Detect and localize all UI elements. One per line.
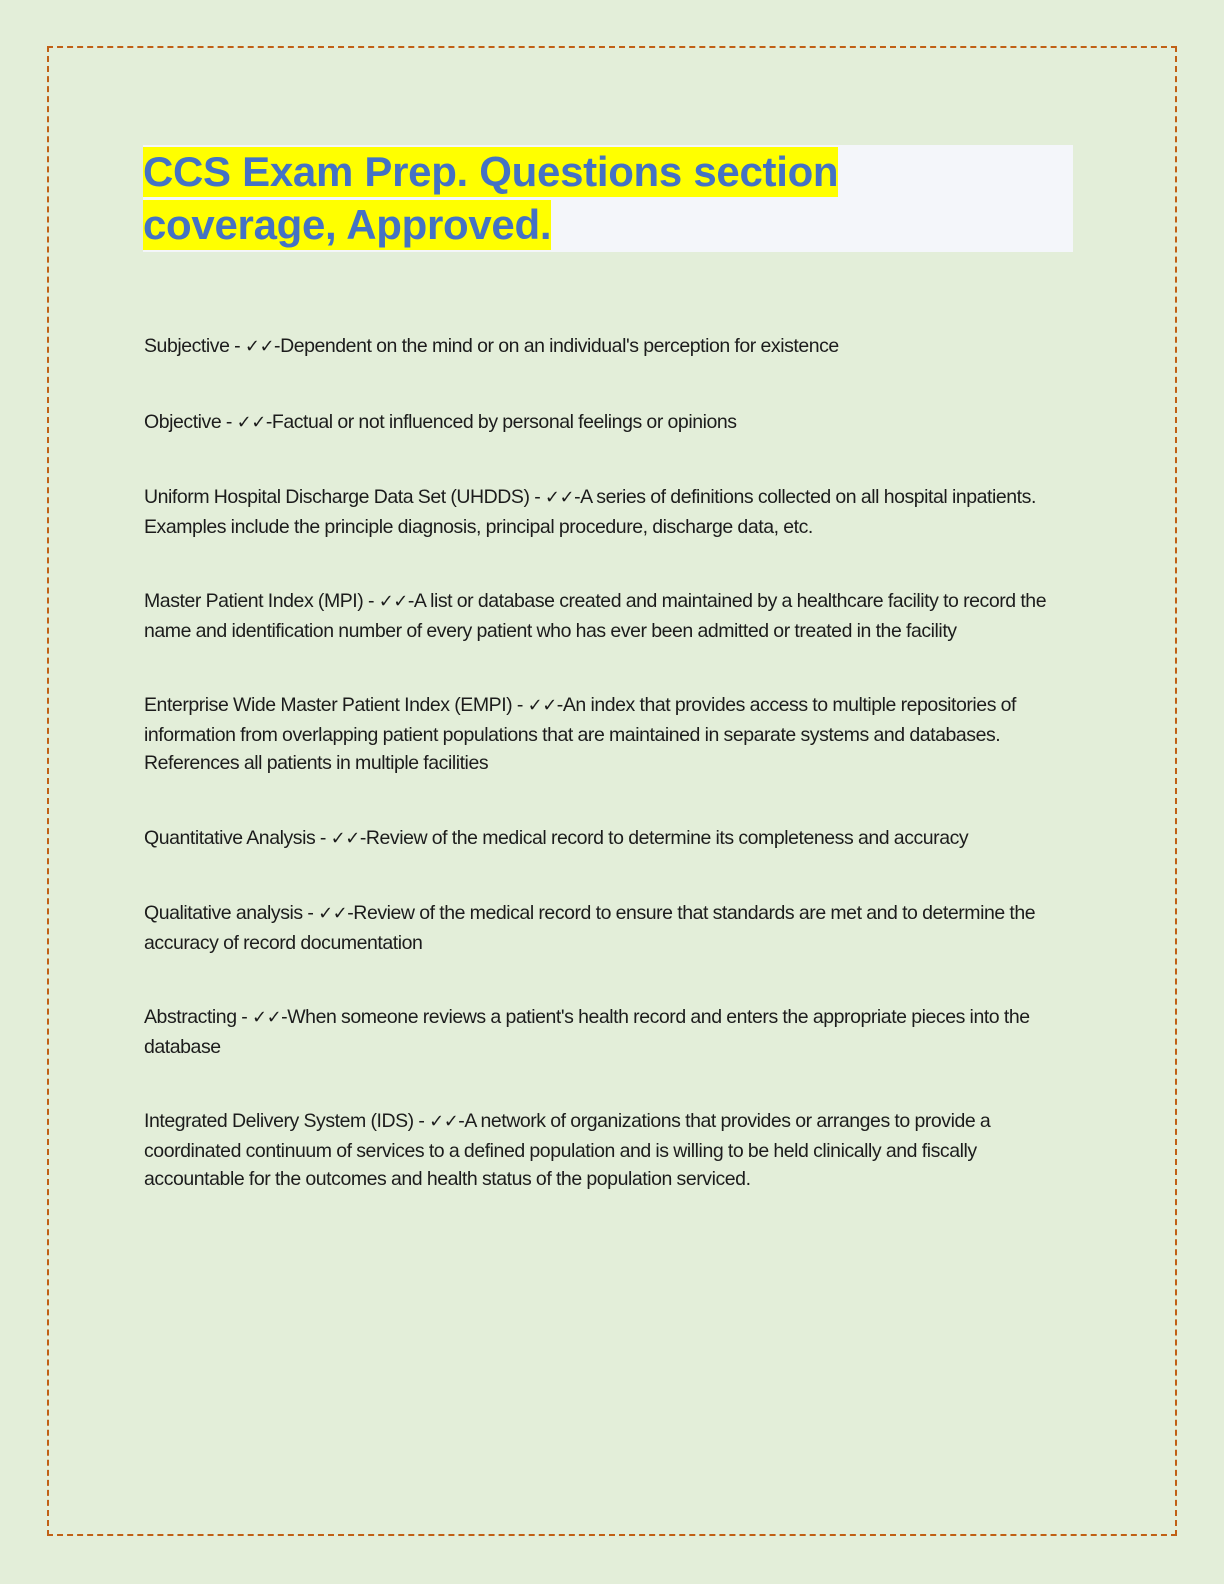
definition-separator: - bbox=[236, 1006, 252, 1028]
definition-answer: -A list or database created and maintained by a healthcare facility to record the name and identification number of every patient who has ever been admitted or treated in the facility bbox=[144, 590, 1047, 642]
double-check-icon: ✓✓ bbox=[236, 411, 266, 433]
definition-separator: - bbox=[221, 410, 237, 433]
page-title bbox=[143, 145, 1093, 251]
definition-term: Uniform Hospital Discharge Data Set (UHDDS) bbox=[144, 486, 530, 508]
definition-entry bbox=[144, 408, 1079, 438]
definition-entry bbox=[144, 899, 1079, 957]
definition-answer: -Dependent on the mind or on an individual's perception for existence bbox=[274, 335, 839, 357]
definition-entry bbox=[144, 587, 1079, 645]
definition-answer: -An index that provides access to multiple repositories of information from overlapping patient populations that are maintained in separate systems and databases. References all patients in multiple facilities bbox=[144, 694, 1017, 774]
definition-entry bbox=[144, 332, 1079, 362]
double-check-icon: ✓✓ bbox=[378, 591, 408, 612]
definition-entry bbox=[144, 483, 1079, 541]
definition-answer: -A network of organizations that provides or arranges to provide a coordinated continuum of services to a defined population and is willing to be held clinically and fiscally accountable for the outcomes and health status of the population serviced. bbox=[144, 1110, 991, 1190]
definition-answer: -Review of the medical record to ensure that standards are met and to determine the accuracy of record documentation bbox=[144, 902, 1036, 954]
definition-entry bbox=[144, 691, 1079, 778]
definition-term: Abstracting bbox=[144, 1006, 237, 1028]
definition-separator: - bbox=[529, 486, 545, 508]
double-check-icon: ✓✓ bbox=[244, 336, 275, 357]
title-line-1: CCS Exam Prep. Questions section bbox=[143, 148, 839, 195]
definition-term: Subjective bbox=[144, 335, 230, 357]
definition-entry bbox=[144, 824, 1079, 854]
double-check-icon: ✓✓ bbox=[429, 1111, 459, 1132]
definition-separator: - bbox=[302, 902, 319, 924]
double-check-icon: ✓✓ bbox=[330, 827, 360, 849]
title-line-2: coverage, Approved. bbox=[143, 201, 552, 248]
definition-term: Integrated Delivery System (IDS) bbox=[144, 1110, 414, 1132]
double-check-icon: ✓✓ bbox=[252, 1007, 282, 1028]
definition-separator: - bbox=[363, 590, 379, 612]
definition-separator: - bbox=[512, 694, 528, 716]
definition-term: Quantitative Analysis bbox=[144, 826, 316, 849]
definition-term: Qualitative analysis bbox=[144, 902, 303, 924]
definition-separator: - bbox=[229, 335, 245, 357]
definition-separator: - bbox=[315, 826, 331, 849]
definition-separator: - bbox=[413, 1110, 430, 1132]
definition-entry bbox=[144, 1107, 1079, 1194]
definition-entry bbox=[144, 1003, 1079, 1061]
definition-answer: -When someone reviews a patient's health record and enters the appropriate pieces into the database bbox=[144, 1006, 1030, 1058]
definition-term: Objective bbox=[144, 410, 222, 433]
definition-answer: -Review of the medical record to determine its completeness and accuracy bbox=[359, 826, 969, 849]
double-check-icon: ✓✓ bbox=[527, 695, 557, 716]
definition-answer: -Factual or not influenced by personal feelings or opinions bbox=[265, 410, 737, 433]
definitions-list bbox=[144, 332, 1079, 1194]
definition-term: Master Patient Index (MPI) bbox=[144, 590, 364, 612]
definition-answer: -A series of definitions collected on all hospital inpatients. Examples include the principle diagnosis, principal procedure, discharge data, etc. bbox=[144, 486, 1036, 538]
double-check-icon: ✓✓ bbox=[544, 487, 575, 508]
double-check-icon: ✓✓ bbox=[318, 903, 348, 924]
definition-term: Enterprise Wide Master Patient Index (EMPI) bbox=[144, 694, 513, 716]
